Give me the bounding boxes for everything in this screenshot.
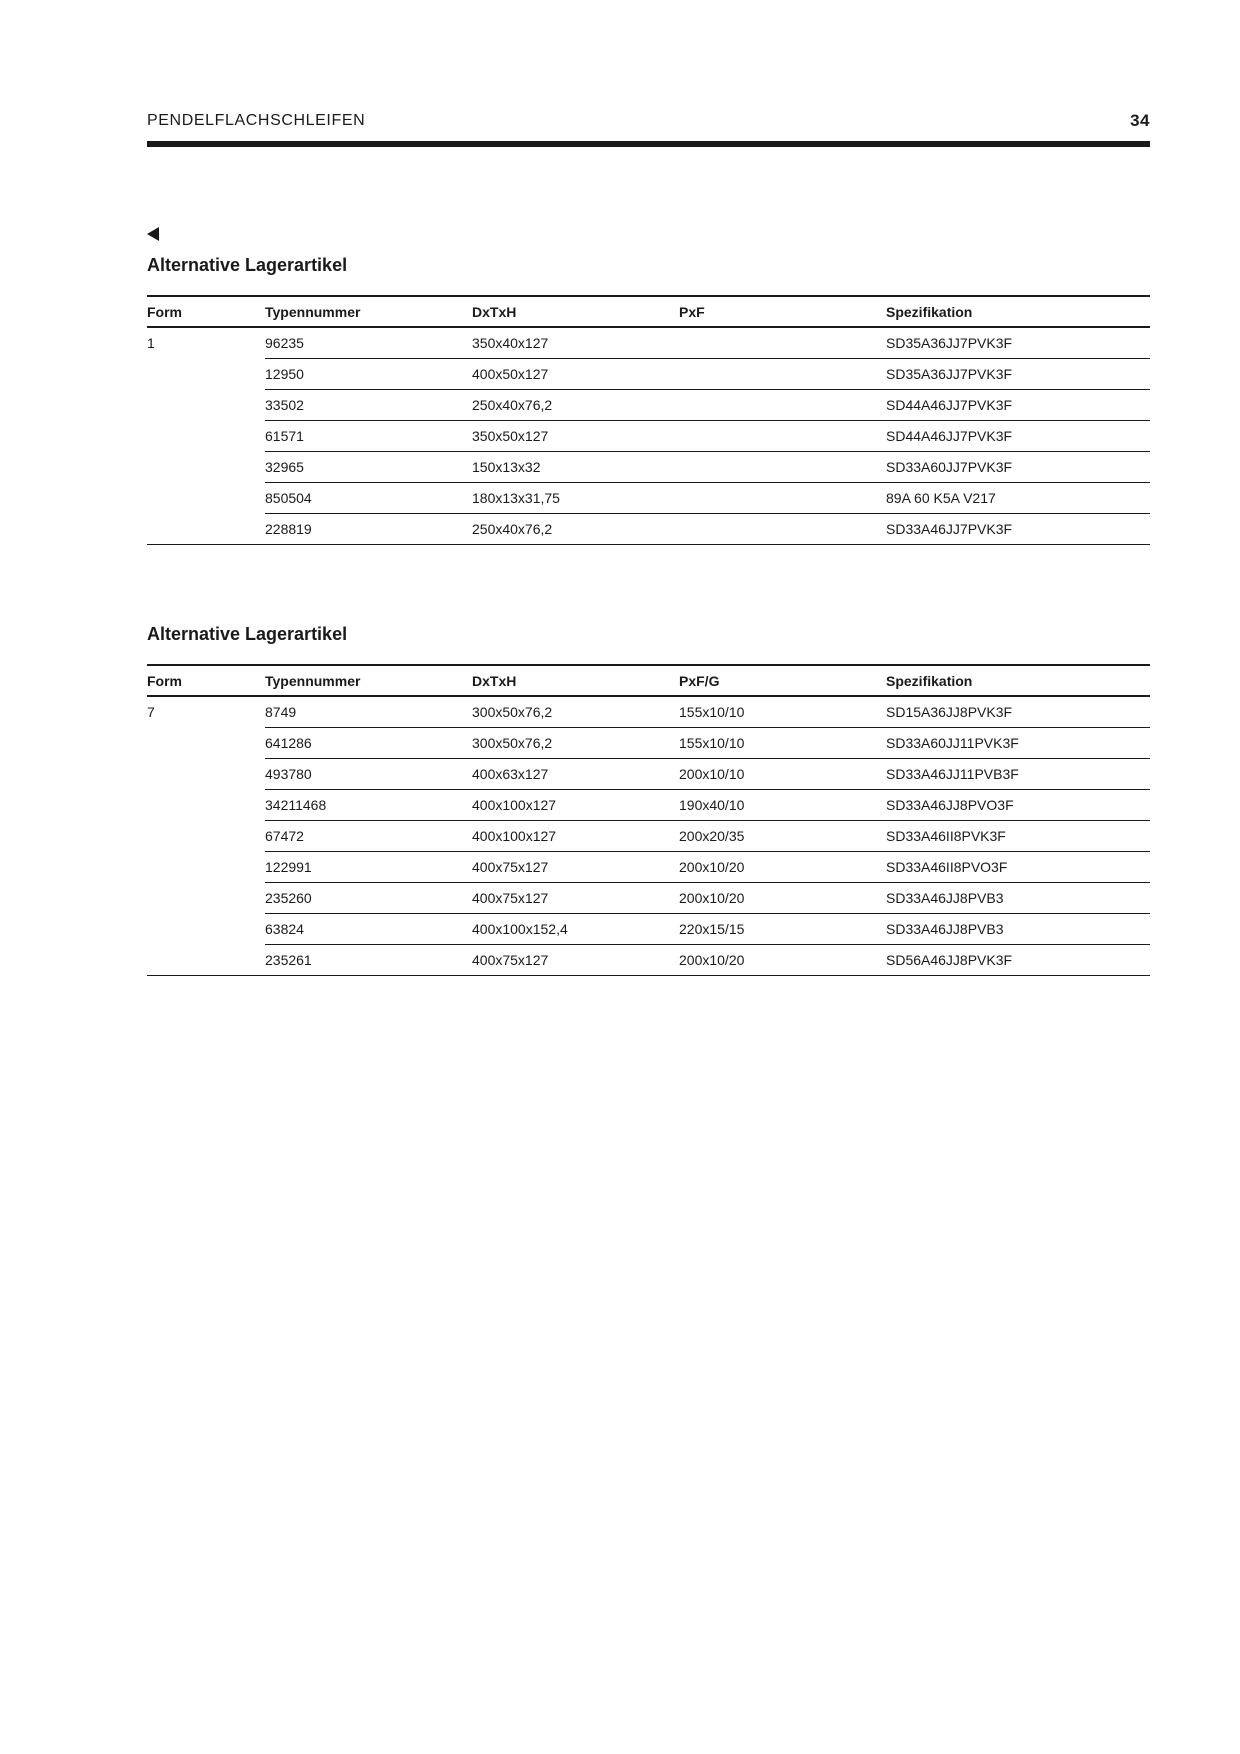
cell-pxf [679,327,886,359]
cell-spezifikation: SD33A46JJ8PVO3F [886,790,1150,821]
section-title: Alternative Lagerartikel [147,255,348,275]
table-header-row [147,296,1150,327]
table-row [147,421,1150,452]
cell-spezifikation: SD44A46JJ7PVK3F [886,390,1150,421]
table-row [147,852,1150,883]
cell-pxf [679,359,886,390]
table-row [147,514,1150,545]
cell-typennummer: 228819 [265,514,472,545]
page-header [147,112,1150,132]
table-row [147,728,1150,759]
cell-form [147,452,265,483]
article-table-1 [147,295,1150,545]
cell-form [147,790,265,821]
cell-spezifikation: SD33A60JJ11PVK3F [886,728,1150,759]
cell-dxtxh: 150x13x32 [472,452,679,483]
cell-typennummer: 32965 [265,452,472,483]
cell-pxfg: 200x20/35 [679,821,886,852]
cell-form [147,390,265,421]
cell-pxf [679,483,886,514]
cell-spezifikation: SD56A46JJ8PVK3F [886,945,1150,976]
cell-pxfg: 200x10/10 [679,759,886,790]
cell-spezifikation: SD33A46II8PVO3F [886,852,1150,883]
table-row [147,390,1150,421]
cell-spezifikation: SD33A60JJ7PVK3F [886,452,1150,483]
header-title: PENDELFLACHSCHLEIFEN [147,112,366,129]
triangle-left-icon[interactable] [147,227,159,241]
cell-typennummer: 493780 [265,759,472,790]
column-header-dxtxh: DxTxH [472,296,679,327]
cell-form [147,728,265,759]
cell-dxtxh: 400x75x127 [472,852,679,883]
cell-typennummer: 235260 [265,883,472,914]
cell-pxf [679,514,886,545]
cell-form [147,421,265,452]
table-row [147,452,1150,483]
cell-pxfg: 220x15/15 [679,914,886,945]
cell-spezifikation: SD15A36JJ8PVK3F [886,696,1150,728]
cell-typennummer: 122991 [265,852,472,883]
article-table-2 [147,664,1150,976]
cell-dxtxh: 180x13x31,75 [472,483,679,514]
table-row [147,821,1150,852]
table-row [147,359,1150,390]
cell-spezifikation: SD33A46JJ11PVB3F [886,759,1150,790]
cell-spezifikation: SD33A46JJ7PVK3F [886,514,1150,545]
cell-typennummer: 12950 [265,359,472,390]
cell-pxfg: 190x40/10 [679,790,886,821]
cell-spezifikation: SD33A46JJ8PVB3 [886,883,1150,914]
cell-dxtxh: 400x75x127 [472,945,679,976]
cell-dxtxh: 400x100x127 [472,821,679,852]
table-row [147,945,1150,976]
cell-dxtxh: 350x50x127 [472,421,679,452]
table-row [147,790,1150,821]
cell-dxtxh: 400x100x127 [472,790,679,821]
cell-pxf [679,452,886,483]
cell-form [147,883,265,914]
table-row [147,759,1150,790]
cell-form [147,821,265,852]
column-header-typennummer: Typennummer [265,665,472,696]
cell-form: 7 [147,704,155,721]
column-header-spezifikation: Spezifikation [886,665,1150,696]
column-header-pxfg: PxF/G [679,665,886,696]
cell-typennummer: 33502 [265,390,472,421]
cell-pxf [679,390,886,421]
section-title: Alternative Lagerartikel [147,624,348,644]
cell-pxfg: 200x10/20 [679,883,886,914]
column-header-spezifikation: Spezifikation [886,296,1150,327]
column-header-form: Form [147,296,265,327]
cell-dxtxh: 400x100x152,4 [472,914,679,945]
cell-form [147,914,265,945]
cell-typennummer: 67472 [265,821,472,852]
cell-spezifikation: SD44A46JJ7PVK3F [886,421,1150,452]
cell-pxfg: 200x10/20 [679,852,886,883]
column-header-typennummer: Typennummer [265,296,472,327]
cell-dxtxh: 250x40x76,2 [472,390,679,421]
table-section-2 [147,622,1150,976]
cell-dxtxh: 250x40x76,2 [472,514,679,545]
table-row [147,327,1150,359]
cell-typennummer: 850504 [265,483,472,514]
table-row [147,483,1150,514]
cell-spezifikation: SD35A36JJ7PVK3F [886,327,1150,359]
cell-spezifikation: SD33A46II8PVK3F [886,821,1150,852]
cell-typennummer: 96235 [265,327,472,359]
column-header-pxf: PxF [679,296,886,327]
cell-pxfg: 200x10/20 [679,945,886,976]
cell-dxtxh: 300x50x76,2 [472,696,679,728]
cell-form [147,759,265,790]
cell-dxtxh: 400x50x127 [472,359,679,390]
cell-typennummer: 235261 [265,945,472,976]
table-row [147,914,1150,945]
cell-typennummer: 8749 [265,696,472,728]
table-header-row [147,665,1150,696]
cell-spezifikation: SD33A46JJ8PVB3 [886,914,1150,945]
cell-form [147,514,265,545]
table-row [147,883,1150,914]
cell-dxtxh: 400x63x127 [472,759,679,790]
cell-typennummer: 34211468 [265,790,472,821]
cell-dxtxh: 350x40x127 [472,327,679,359]
table-section-1 [147,253,1150,545]
cell-pxfg: 155x10/10 [679,728,886,759]
cell-typennummer: 63824 [265,914,472,945]
cell-pxf [679,421,886,452]
cell-typennummer: 61571 [265,421,472,452]
cell-form [147,945,265,976]
cell-typennummer: 641286 [265,728,472,759]
column-header-dxtxh: DxTxH [472,665,679,696]
cell-dxtxh: 300x50x76,2 [472,728,679,759]
table-row [147,696,1150,728]
cell-spezifikation: 89A 60 K5A V217 [886,483,1150,514]
cell-form [147,852,265,883]
cell-form: 1 [147,335,155,352]
page-number: 34 [1130,111,1150,130]
cell-pxfg: 155x10/10 [679,696,886,728]
cell-form [147,359,265,390]
cell-form [147,483,265,514]
cell-spezifikation: SD35A36JJ7PVK3F [886,359,1150,390]
cell-dxtxh: 400x75x127 [472,883,679,914]
header-rule [147,141,1150,147]
column-header-form: Form [147,665,265,696]
